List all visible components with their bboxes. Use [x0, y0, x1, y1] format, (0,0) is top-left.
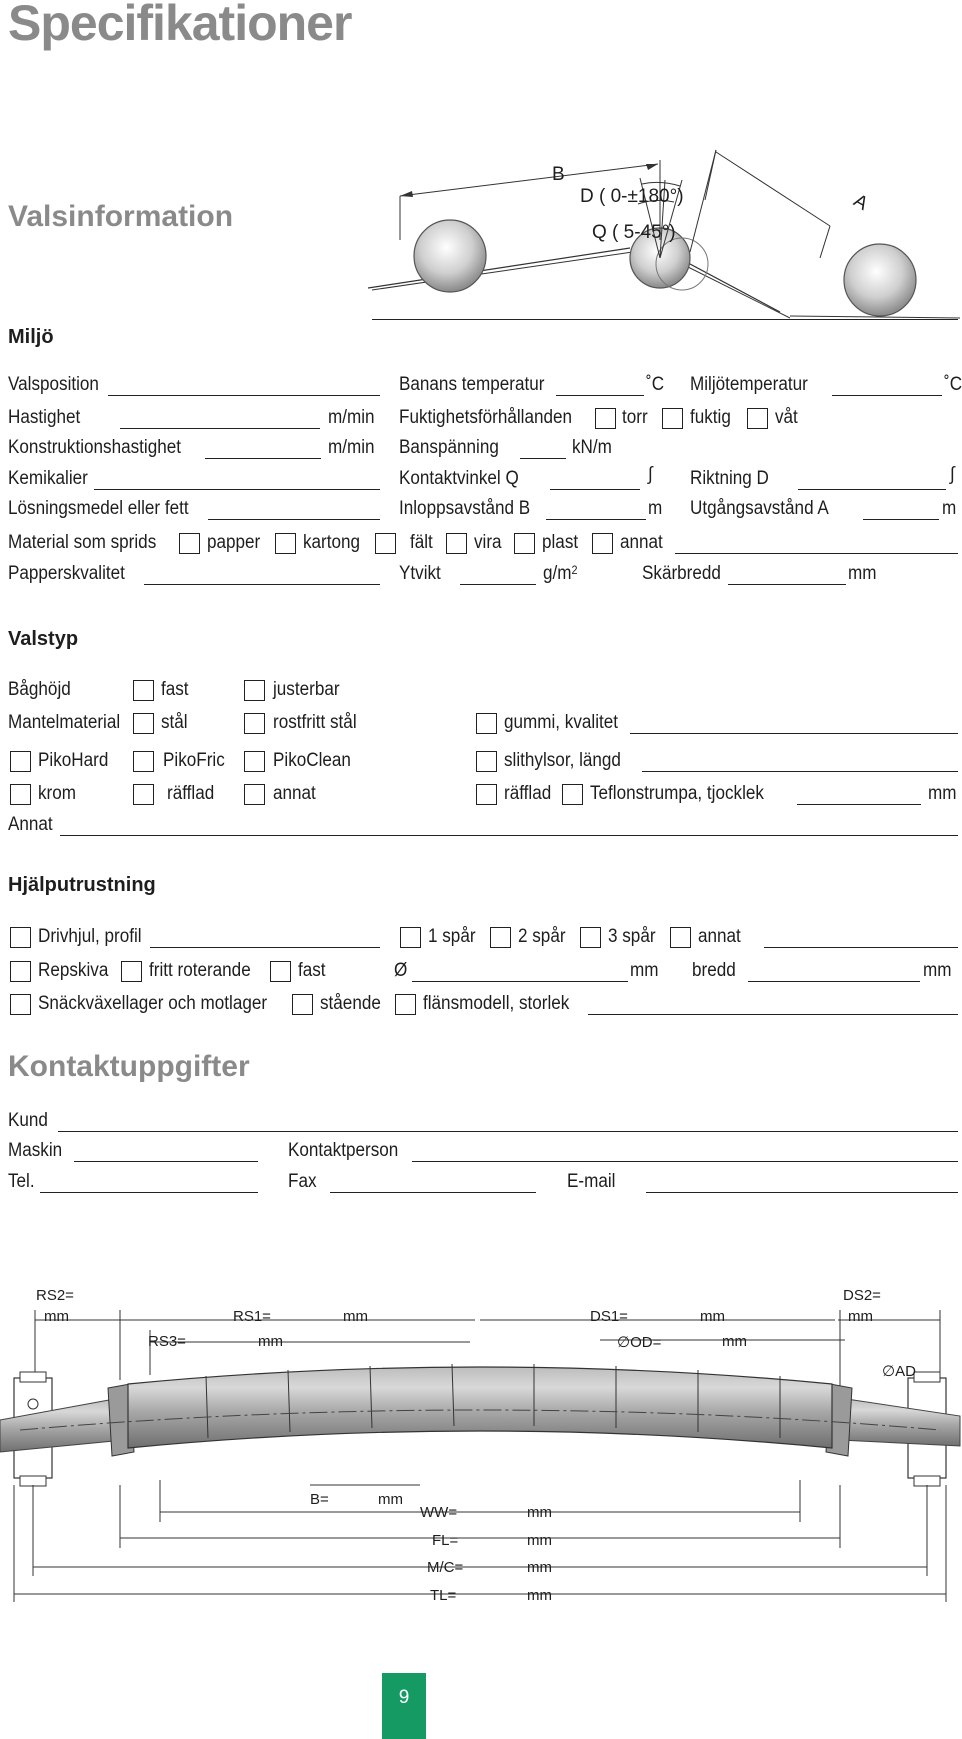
field-utgang[interactable] — [863, 519, 939, 520]
dim-label-rs2: RS2= — [36, 1287, 74, 1304]
checkbox-stal[interactable] — [133, 713, 154, 734]
label-maskin: Maskin — [8, 1140, 63, 1161]
label-utgang: Utgångsavstånd A — [690, 498, 829, 519]
checkbox-kartong[interactable] — [275, 533, 296, 554]
dim-unit-mm: mm — [700, 1308, 725, 1325]
label-pikoclean: PikoClean — [273, 750, 351, 771]
checkbox-fast[interactable] — [133, 680, 154, 701]
checkbox-1-spar[interactable] — [400, 927, 421, 948]
field-annat[interactable] — [60, 835, 958, 836]
checkbox-teflon[interactable] — [562, 784, 583, 805]
diagram-label-d: D ( 0-±180°) — [580, 186, 684, 207]
label-drivhjul: Drivhjul, profil — [38, 926, 142, 947]
label-flansmodell: flänsmodell, storlek — [423, 993, 570, 1014]
unit-m-min: m/min — [328, 437, 375, 458]
label-inlopp: Inloppsavstånd B — [399, 498, 531, 519]
angle-icon: ∫ — [648, 464, 653, 485]
diagram-label-a: A — [849, 190, 872, 215]
dim-unit-mm: mm — [527, 1559, 552, 1576]
checkbox-snackvaxellager[interactable] — [10, 994, 31, 1015]
label-fuktig: fuktig — [690, 407, 731, 428]
dim-unit-mm: mm — [378, 1491, 403, 1508]
unit-kn-m: kN/m — [572, 437, 612, 458]
angle-icon: ∫ — [950, 464, 955, 485]
label-plast: plast — [542, 532, 579, 553]
label-riktning: Riktning D — [690, 468, 769, 489]
label-1-spar: 1 spår — [428, 926, 476, 947]
checkbox-staende[interactable] — [292, 994, 313, 1015]
page-number: 9 — [398, 1687, 410, 1708]
checkbox-2-spar[interactable] — [490, 927, 511, 948]
label-krom: krom — [38, 783, 77, 804]
unit-mm: mm — [630, 960, 659, 981]
checkbox-repskiva[interactable] — [10, 961, 31, 982]
label-vira: vira — [474, 532, 502, 553]
dim-label-ds1: DS1= — [590, 1308, 628, 1325]
unit-gm-text: g/m — [543, 563, 572, 584]
checkbox-annat-drivhjul[interactable] — [670, 927, 691, 948]
checkbox-fast-repskiva[interactable] — [270, 961, 291, 982]
field-kontaktvinkel[interactable] — [550, 489, 640, 490]
unit-mm: mm — [923, 960, 952, 981]
label-kartong: kartong — [303, 532, 361, 553]
label-staende: stående — [320, 993, 381, 1014]
checkbox-torr[interactable] — [595, 408, 616, 429]
field-email[interactable] — [646, 1192, 958, 1193]
label-fax: Fax — [288, 1171, 317, 1192]
label-rostfritt: rostfritt stål — [273, 712, 357, 733]
checkbox-plast[interactable] — [514, 533, 535, 554]
checkbox-rafflad[interactable] — [133, 784, 154, 805]
dim-label-rs3: RS3= — [148, 1333, 186, 1350]
field-kund[interactable] — [58, 1131, 958, 1132]
dim-label-b: B= — [310, 1491, 329, 1508]
label-annat-material: annat — [620, 532, 663, 553]
field-kontaktperson[interactable] — [412, 1161, 958, 1162]
field-gummi[interactable] — [630, 733, 958, 734]
checkbox-pikohard[interactable] — [10, 751, 31, 772]
label-kontaktperson: Kontaktperson — [288, 1140, 399, 1161]
unit-m-min: m/min — [328, 407, 375, 428]
field-annat-material[interactable] — [675, 553, 958, 554]
dim-label-fl: FL= — [432, 1532, 459, 1549]
section-heading-kontaktuppgifter: Kontaktuppgifter — [8, 1050, 250, 1083]
section-heading-valsinformation: Valsinformation — [8, 200, 234, 233]
roll-left — [414, 220, 486, 292]
label-slithylsor: slithylsor, längd — [504, 750, 621, 771]
checkbox-annat-mantel[interactable] — [244, 784, 265, 805]
label-pikofric: PikoFric — [163, 750, 225, 771]
label-banspanning: Banspänning — [399, 437, 499, 458]
label-gummi: gummi, kvalitet — [504, 712, 619, 733]
label-fritt: fritt roterande — [149, 960, 251, 981]
label-papper: papper — [207, 532, 261, 553]
unit-m: m — [942, 498, 957, 519]
checkbox-fritt[interactable] — [121, 961, 142, 982]
field-banspanning[interactable] — [520, 458, 566, 459]
roll-shell — [128, 1367, 832, 1448]
dim-label-mc: M/C= — [427, 1559, 464, 1576]
field-banans-temp[interactable] — [556, 395, 644, 396]
field-drivhjul[interactable] — [150, 947, 380, 948]
dim-label-rs1: RS1= — [233, 1308, 271, 1325]
field-papperskvalitet[interactable] — [144, 584, 380, 585]
field-bredd[interactable] — [748, 981, 920, 982]
label-stal: stål — [161, 712, 188, 733]
unit-c: ˚C — [944, 374, 962, 395]
label-banans-temp: Banans temperatur — [399, 374, 545, 395]
diagram-label-q: Q ( 5-45°) — [592, 222, 676, 243]
field-skarbredd[interactable] — [728, 584, 846, 585]
label-2-spar: 2 spår — [518, 926, 566, 947]
dim-label-ad: ∅AD — [882, 1363, 916, 1380]
checkbox-rostfritt[interactable] — [244, 713, 265, 734]
field-fax[interactable] — [330, 1192, 536, 1193]
field-konstruktionshastighet[interactable] — [205, 458, 321, 459]
label-falt: fält — [410, 532, 433, 553]
roll-right — [844, 244, 916, 316]
checkbox-gummi[interactable] — [476, 713, 497, 734]
field-ytvikt[interactable] — [460, 584, 536, 585]
label-bredd: bredd — [692, 960, 736, 981]
label-3-spar: 3 spår — [608, 926, 656, 947]
label-miljotemp: Miljötemperatur — [690, 374, 808, 395]
label-tel: Tel. — [8, 1171, 35, 1192]
checkbox-slithylsor[interactable] — [476, 751, 497, 772]
checkbox-rafflad-gummi[interactable] — [476, 784, 497, 805]
unit-mm: mm — [848, 563, 877, 584]
dim-unit-mm: mm — [527, 1532, 552, 1549]
section-heading-valstyp: Valstyp — [8, 628, 79, 650]
label-material: Material som sprids — [8, 532, 157, 553]
label-justerbar: justerbar — [273, 679, 340, 700]
dim-unit-mm: mm — [258, 1333, 283, 1350]
dim-unit-mm: mm — [527, 1504, 552, 1521]
field-hastighet[interactable] — [120, 428, 320, 429]
label-kund: Kund — [8, 1110, 48, 1131]
field-flansmodell[interactable] — [588, 1014, 958, 1015]
checkbox-krom[interactable] — [10, 784, 31, 805]
field-teflon[interactable] — [797, 804, 921, 805]
label-diameter: Ø — [394, 960, 408, 981]
label-annat-drivhjul: annat — [698, 926, 741, 947]
label-annat-mantel: annat — [273, 783, 316, 804]
section-heading-miljo: Miljö — [8, 326, 54, 348]
field-kemikalier[interactable] — [94, 489, 380, 490]
checkbox-pikofric[interactable] — [133, 751, 154, 772]
label-mantelmaterial: Mantelmaterial — [8, 712, 121, 733]
dim-unit-mm: mm — [722, 1333, 747, 1350]
label-kontaktvinkel: Kontaktvinkel Q — [399, 468, 519, 489]
dim-label-ww: WW= — [420, 1504, 458, 1521]
field-tel[interactable] — [40, 1192, 258, 1193]
field-miljotemp[interactable] — [832, 395, 942, 396]
page-title: Specifikationer — [8, 0, 352, 51]
section-heading-hjalputrustning: Hjälputrustning — [8, 874, 156, 896]
label-hastighet: Hastighet — [8, 407, 81, 428]
field-maskin[interactable] — [74, 1161, 258, 1162]
label-papperskvalitet: Papperskvalitet — [8, 563, 125, 584]
label-skarbredd: Skärbredd — [642, 563, 721, 584]
dim-unit-mm: mm — [44, 1308, 69, 1325]
diagram-label-b: B — [552, 164, 565, 185]
label-annat: Annat — [8, 814, 53, 835]
label-baghojd: Båghöjd — [8, 679, 71, 700]
field-losningsmedel[interactable] — [208, 519, 380, 520]
checkbox-annat-material[interactable] — [592, 533, 613, 554]
label-teflon: Teflonstrumpa, tjocklek — [590, 783, 764, 804]
field-diameter[interactable] — [412, 981, 628, 982]
label-repskiva: Repskiva — [38, 960, 109, 981]
field-inlopp[interactable] — [546, 519, 646, 520]
checkbox-fuktig[interactable] — [662, 408, 683, 429]
label-kemikalier: Kemikalier — [8, 468, 88, 489]
dim-unit-mm: mm — [848, 1308, 873, 1325]
label-valsposition: Valsposition — [8, 374, 99, 395]
label-rafflad-gummi: räfflad — [504, 783, 552, 804]
dim-unit-mm: mm — [343, 1308, 368, 1325]
dim-label-ds2: DS2= — [843, 1287, 881, 1304]
label-vat: våt — [775, 407, 798, 428]
roll-dimension-drawing — [0, 1280, 960, 1620]
label-torr: torr — [622, 407, 648, 428]
checkbox-papper[interactable] — [179, 533, 200, 554]
checkbox-drivhjul[interactable] — [10, 927, 31, 948]
label-snackvaxellager: Snäckväxellager och motlager — [38, 993, 268, 1014]
dim-label-tl: TL= — [430, 1587, 457, 1604]
checkbox-vat[interactable] — [747, 408, 768, 429]
label-fast: fast — [161, 679, 189, 700]
unit-gm2 — [543, 563, 578, 585]
unit-c: ˚C — [646, 374, 665, 395]
dim-label-od: ∅OD= — [617, 1334, 662, 1351]
checkbox-pikoclean[interactable] — [244, 751, 265, 772]
checkbox-3-spar[interactable] — [580, 927, 601, 948]
field-slithylsor[interactable] — [642, 771, 958, 772]
label-ytvikt: Ytvikt — [399, 563, 441, 584]
unit-squared: 2 — [571, 563, 578, 577]
dim-unit-mm: mm — [527, 1587, 552, 1604]
field-valsposition[interactable] — [108, 395, 380, 396]
label-losningsmedel: Lösningsmedel eller fett — [8, 498, 189, 519]
label-fukt: Fuktighetsförhållanden — [399, 407, 573, 428]
label-konstruktionshastighet: Konstruktionshastighet — [8, 437, 182, 458]
checkbox-justerbar[interactable] — [244, 680, 265, 701]
label-email: E-mail — [567, 1171, 616, 1192]
checkbox-flansmodell[interactable] — [395, 994, 416, 1015]
field-riktning[interactable] — [798, 489, 946, 490]
checkbox-vira[interactable] — [446, 533, 467, 554]
label-pikohard: PikoHard — [38, 750, 109, 771]
label-rafflad: räfflad — [167, 783, 215, 804]
field-annat-drivhjul[interactable] — [764, 947, 958, 948]
unit-mm: mm — [928, 783, 957, 804]
unit-m: m — [648, 498, 663, 519]
label-fast-repskiva: fast — [298, 960, 326, 981]
roll-geometry-diagram — [360, 140, 960, 360]
checkbox-falt[interactable] — [375, 533, 396, 554]
